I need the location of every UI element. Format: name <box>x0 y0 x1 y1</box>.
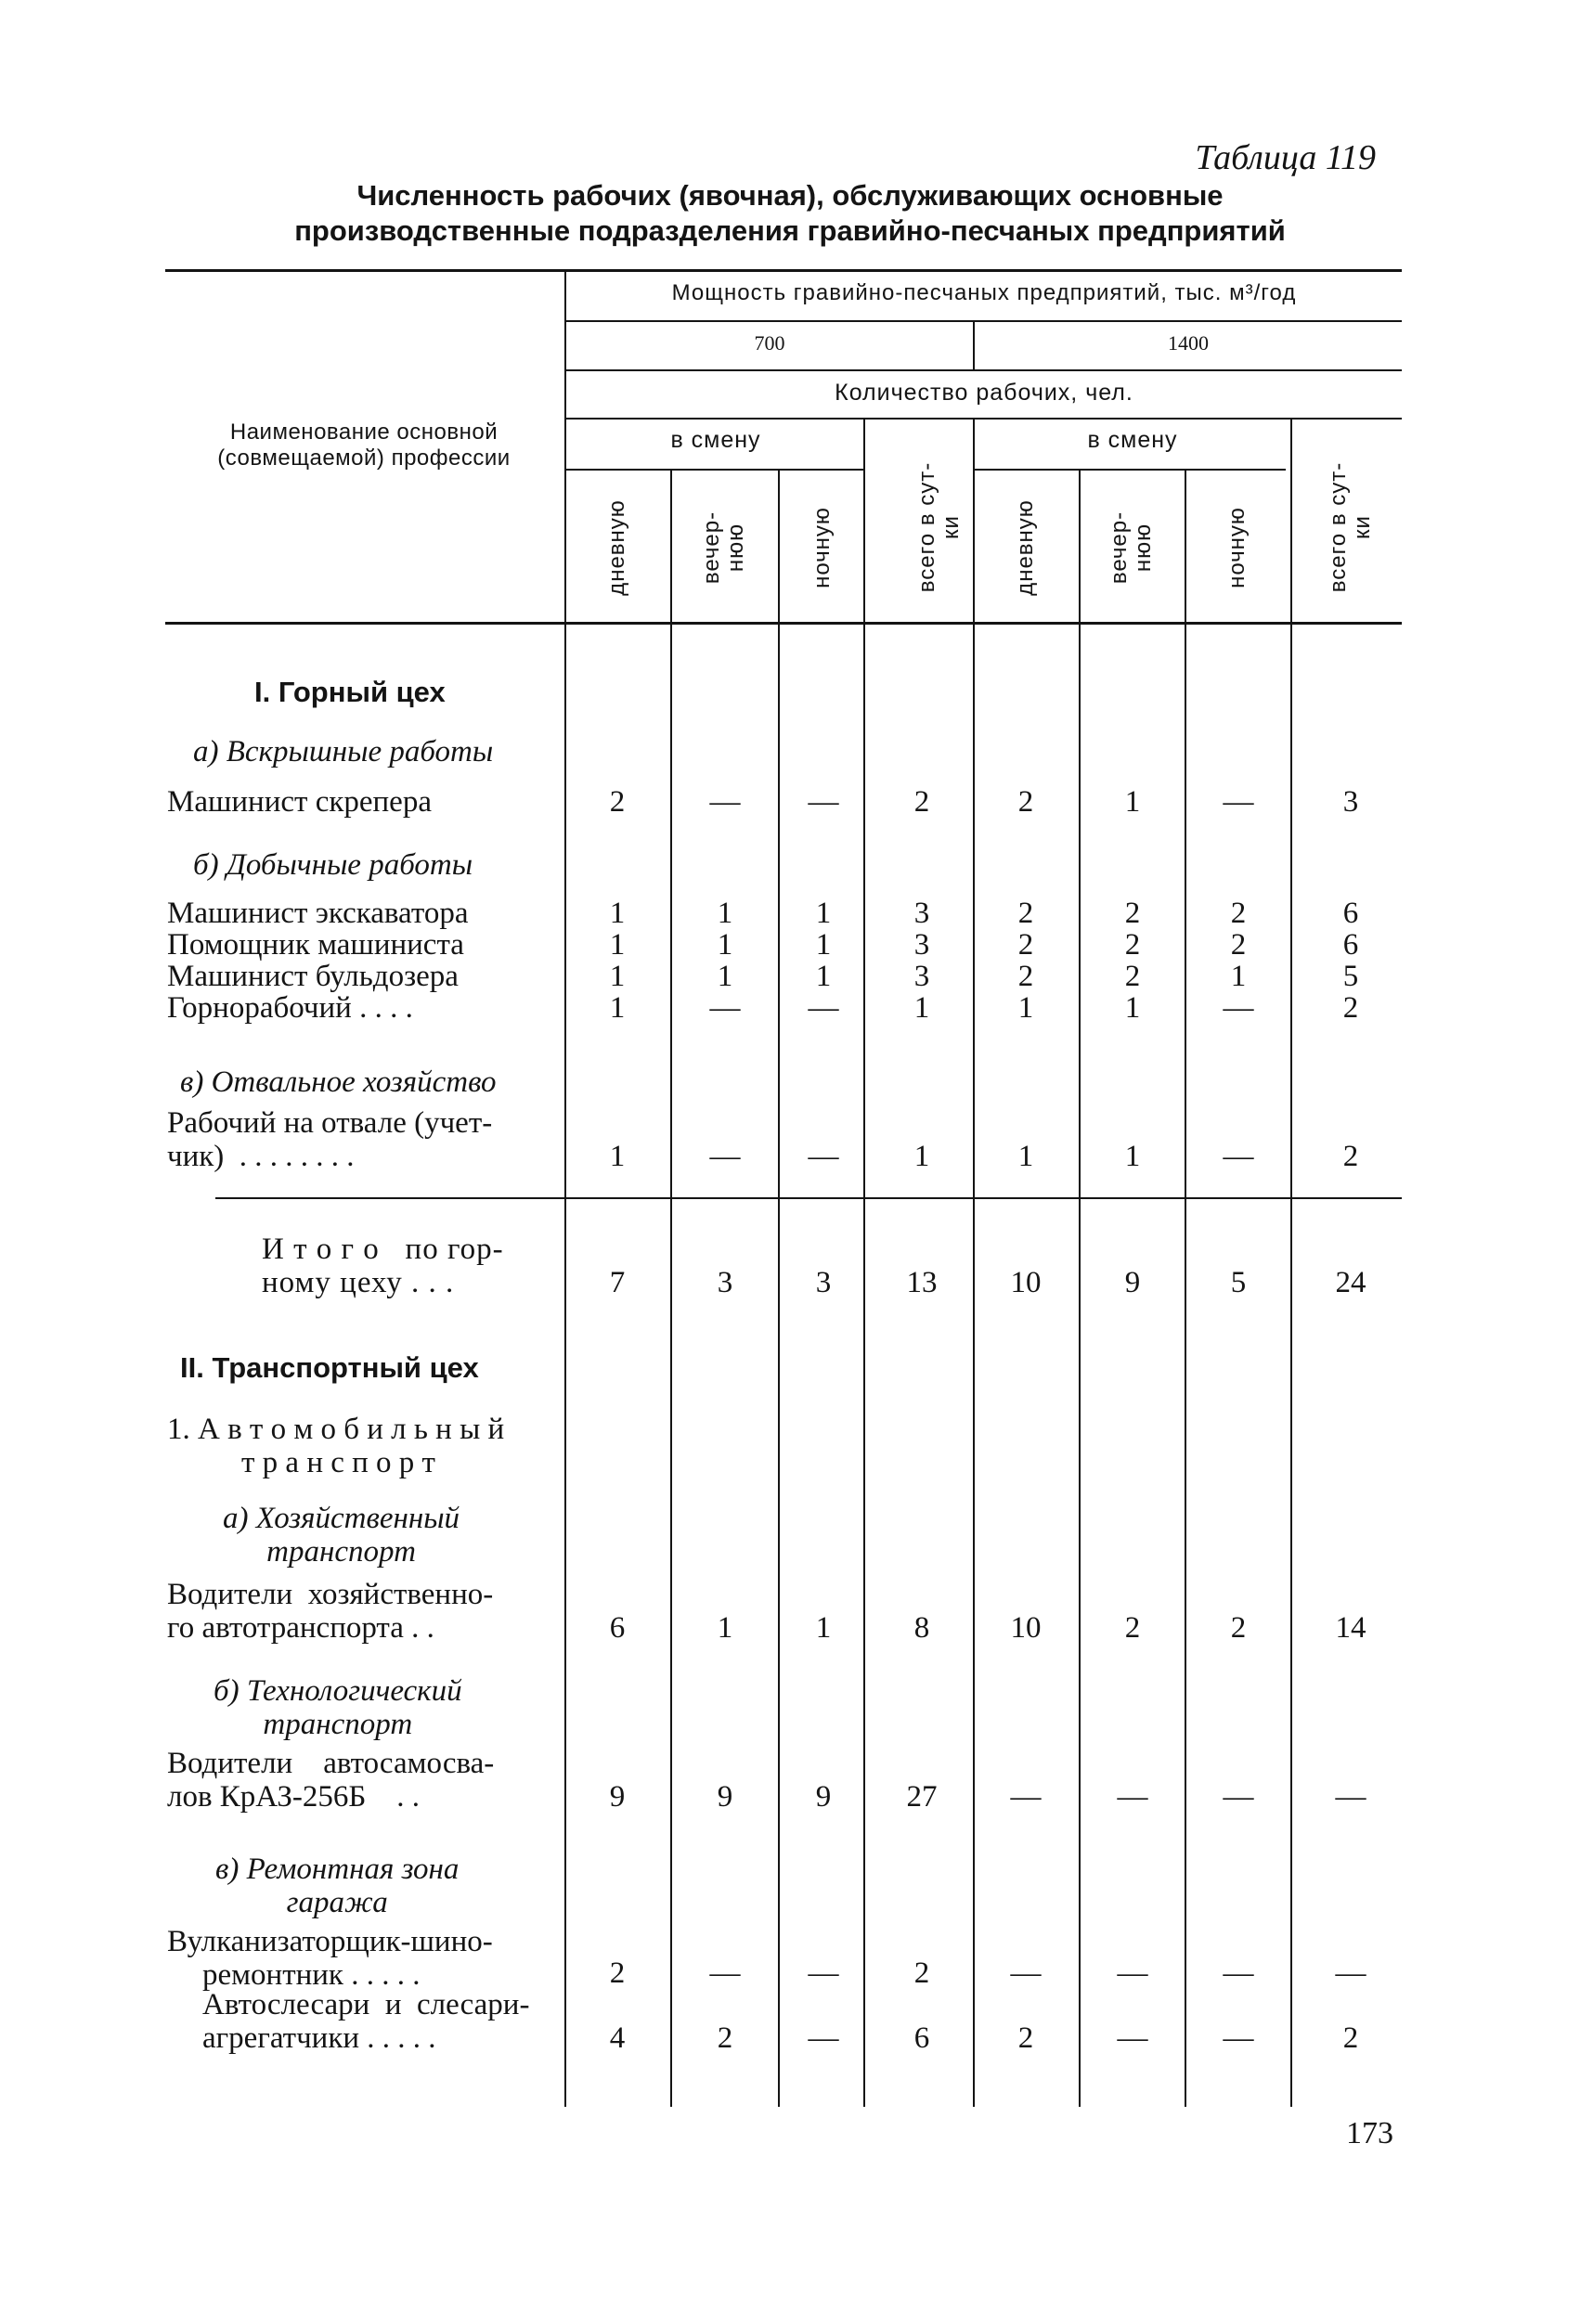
cell: 10 <box>1010 1266 1042 1299</box>
cell: 1 <box>609 960 626 993</box>
header-rule-4 <box>566 469 863 471</box>
cell: 2 <box>609 1956 626 1990</box>
row-label-dump-truck-drivers <box>167 1747 548 1814</box>
cell: 27 <box>906 1780 938 1814</box>
dump-truck-drivers-line-1: Водители автосамосва- <box>167 1747 495 1780</box>
cell: 9 <box>1124 1266 1141 1299</box>
cell: 9 <box>717 1780 733 1814</box>
auto-line-2: т р а н с п о р т <box>241 1446 435 1479</box>
col-divider-1 <box>670 469 672 2107</box>
col-divider-700-1400 <box>973 320 975 371</box>
cell: 2 <box>1124 897 1141 930</box>
col-header-total-1400: всего в сут- ки <box>1326 461 1375 593</box>
cell: 6 <box>913 2021 930 2055</box>
cell: 1 <box>815 897 832 930</box>
row-label-line-2: (совмещаемой) профессии <box>217 445 511 471</box>
col-divider-3 <box>863 418 865 2107</box>
auto-line-1: 1. А в т о м о б и л ь н ы й <box>167 1413 505 1446</box>
cell: — <box>1223 1140 1254 1173</box>
cell: 2 <box>1230 897 1247 930</box>
cell: — <box>1223 1956 1254 1990</box>
repair-line-2: гаража <box>286 1886 388 1919</box>
cell: 1 <box>815 960 832 993</box>
section-mining: I. Горный цех <box>254 676 446 708</box>
cell: 1 <box>913 991 930 1025</box>
title-line-1: Численность рабочих (явочная), обслуживающих основные <box>356 179 1224 212</box>
cell: — <box>709 1140 741 1173</box>
cell: 2 <box>717 2021 733 2055</box>
subtotal-rule <box>215 1197 1402 1199</box>
cell: 2 <box>1342 991 1359 1025</box>
cell: 2 <box>913 785 930 819</box>
cell: 6 <box>1342 928 1359 962</box>
subsection-repair <box>215 1853 459 1919</box>
cell: 13 <box>906 1266 938 1299</box>
cell: 1 <box>815 1611 832 1645</box>
header-rule-2 <box>566 369 1402 371</box>
cell: 2 <box>609 785 626 819</box>
cell: — <box>1223 991 1254 1025</box>
cell: 1 <box>717 897 733 930</box>
col-header-night-1400: ночную <box>1224 507 1250 588</box>
subsection-tech <box>214 1674 462 1741</box>
header-rule-3 <box>566 418 1402 420</box>
capacity-700: 700 <box>754 331 785 355</box>
cell: 3 <box>913 960 930 993</box>
cell: — <box>1335 1780 1366 1814</box>
cell: 3 <box>913 928 930 962</box>
cell: 2 <box>913 1956 930 1990</box>
cell: — <box>1010 1780 1042 1814</box>
cell: — <box>709 785 741 819</box>
header-bottom-rule <box>165 622 1402 625</box>
col-divider-6 <box>1185 469 1186 2107</box>
cell: 9 <box>815 1780 832 1814</box>
cell: 24 <box>1335 1266 1366 1299</box>
cell: 2 <box>1342 2021 1359 2055</box>
cell: 2 <box>1124 1611 1141 1645</box>
cell: 2 <box>1017 960 1034 993</box>
row-label-header <box>165 420 563 471</box>
cell: 2 <box>1124 928 1141 962</box>
row-label-operator-assistant: Помощник машиниста <box>167 928 464 962</box>
cell: 2 <box>1017 928 1034 962</box>
table-title <box>0 178 1580 249</box>
cell: 1 <box>609 991 626 1025</box>
mining-total-label <box>262 1233 504 1299</box>
household-drivers-line-1: Водители хозяйственно- <box>167 1578 494 1611</box>
mining-total-line-1: И т о г о по гор- <box>262 1233 504 1266</box>
cell: 1 <box>717 928 733 962</box>
cell: 2 <box>1342 1140 1359 1173</box>
cell: 2 <box>1230 928 1247 962</box>
cell: 4 <box>609 2021 626 2055</box>
cell: 1 <box>1124 991 1141 1025</box>
cell: 1 <box>609 1140 626 1173</box>
section-transport: II. Транспортный цех <box>180 1351 479 1384</box>
subsection-household <box>223 1502 460 1569</box>
cell: 1 <box>913 1140 930 1173</box>
cell: 1 <box>717 960 733 993</box>
cell: 5 <box>1342 960 1359 993</box>
tech-line-1: б) Технологический <box>214 1674 462 1708</box>
cell: 1 <box>609 928 626 962</box>
title-line-2: производственные подразделения гравийно-песчаных предприятий <box>294 214 1286 247</box>
cell: 6 <box>609 1611 626 1645</box>
cell: — <box>808 2021 839 2055</box>
cell: — <box>1117 1956 1148 1990</box>
per-shift-1400: в смену <box>1087 427 1178 453</box>
cell: — <box>1223 2021 1254 2055</box>
page-number: 173 <box>1346 2116 1393 2150</box>
cell: — <box>1117 1780 1148 1814</box>
cell: — <box>1117 2021 1148 2055</box>
household-drivers-line-2: го автотранспорта . . <box>167 1611 434 1645</box>
subsection-dump: в) Отвальное хозяйство <box>180 1065 497 1099</box>
vulcanizer-line-1: Вулканизаторщик-шино- <box>167 1925 493 1958</box>
row-label-line-1: Наименование основной <box>229 420 499 445</box>
repair-line-1: в) Ремонтная зона <box>215 1853 460 1886</box>
cell: 1 <box>815 928 832 962</box>
cell: — <box>808 991 839 1025</box>
col-divider-label <box>564 269 566 2107</box>
cell: — <box>709 991 741 1025</box>
cell: — <box>1223 785 1254 819</box>
col-header-evening-1400: вечер- нюю <box>1107 510 1156 585</box>
cell: 2 <box>1124 960 1141 993</box>
col-divider-2 <box>778 469 780 2107</box>
col-header-day-700: дневную <box>604 499 629 596</box>
capacity-1400: 1400 <box>1168 331 1209 355</box>
col-divider-4 <box>973 418 975 2107</box>
cell: 1 <box>1230 960 1247 993</box>
cell: 3 <box>815 1266 832 1299</box>
cell: 2 <box>1017 2021 1034 2055</box>
mining-total-line-2: ному цеху . . . <box>262 1266 455 1299</box>
per-shift-700: в смену <box>670 427 761 453</box>
row-label-scraper-operator: Машинист скрепера <box>167 785 432 819</box>
cell: 1 <box>1017 1140 1034 1173</box>
row-label-vulcanizer <box>167 1925 548 1992</box>
cell: 1 <box>1124 785 1141 819</box>
cell: 8 <box>913 1611 930 1645</box>
row-label-excavator-operator: Машинист экскаватора <box>167 897 469 930</box>
subsection-overburden: а) Вскрышные работы <box>193 735 494 768</box>
household-line-1: а) Хозяйственный <box>223 1502 460 1535</box>
cell: 5 <box>1230 1266 1247 1299</box>
cell: 2 <box>1230 1611 1247 1645</box>
cell: — <box>1223 1780 1254 1814</box>
cell: — <box>808 1956 839 1990</box>
cell: 2 <box>1017 785 1034 819</box>
cell: 1 <box>1017 991 1034 1025</box>
top-rule <box>165 269 1402 272</box>
cell: 6 <box>1342 897 1359 930</box>
capacity-header: Мощность гравийно-песчаных предприятий, тыс. м³/год <box>671 280 1297 305</box>
col-divider-7 <box>1290 418 1292 2107</box>
cell: 14 <box>1335 1611 1366 1645</box>
cell: 10 <box>1010 1611 1042 1645</box>
dump-worker-line-2: чик) . . . . . . . . <box>167 1140 355 1173</box>
cell: 1 <box>1124 1140 1141 1173</box>
cell: — <box>709 1956 741 1990</box>
dump-worker-line-1: Рабочий на отвале (учет- <box>167 1106 493 1140</box>
cell: 1 <box>609 897 626 930</box>
cell: 3 <box>1342 785 1359 819</box>
tech-line-2: транспорт <box>263 1708 413 1741</box>
household-line-2: транспорт <box>266 1535 416 1569</box>
cell: 3 <box>717 1266 733 1299</box>
col-header-day-1400: дневную <box>1013 499 1038 596</box>
row-label-household-drivers <box>167 1578 548 1645</box>
col-header-evening-700: вечер- нюю <box>699 510 748 585</box>
header-rule-1 <box>566 320 1402 322</box>
row-label-bulldozer-operator: Машинист бульдозера <box>167 960 459 993</box>
table-caption: Таблица 119 <box>1195 138 1376 177</box>
cell: — <box>808 785 839 819</box>
workers-header: Количество рабочих, чел. <box>835 380 1133 406</box>
cell: 9 <box>609 1780 626 1814</box>
auto-mechanics-line-2: агрегатчики . . . . . <box>202 2021 436 2055</box>
dump-truck-drivers-line-2: лов КрАЗ-256Б . . <box>167 1780 421 1814</box>
cell: 3 <box>913 897 930 930</box>
cell: 2 <box>1017 897 1034 930</box>
row-label-auto-mechanics <box>167 1988 548 2055</box>
cell: — <box>808 1140 839 1173</box>
vulcanizer-line-2: ремонтник . . . . . <box>202 1958 421 1992</box>
subsection-auto <box>167 1413 504 1479</box>
cell: 1 <box>717 1611 733 1645</box>
cell: — <box>1335 1956 1366 1990</box>
col-header-night-700: ночную <box>809 507 835 588</box>
row-label-dump-worker <box>167 1106 548 1173</box>
cell: — <box>1010 1956 1042 1990</box>
col-header-total-700: всего в сут- ки <box>914 461 964 593</box>
header-rule-5 <box>975 469 1286 471</box>
subsection-extraction: б) Добычные работы <box>193 848 473 882</box>
col-divider-5 <box>1079 469 1081 2107</box>
auto-mechanics-line-1: Автослесари и слесари- <box>202 1988 530 2021</box>
cell: 7 <box>609 1266 626 1299</box>
row-label-mine-worker: Горнорабочий . . . . <box>167 991 413 1025</box>
